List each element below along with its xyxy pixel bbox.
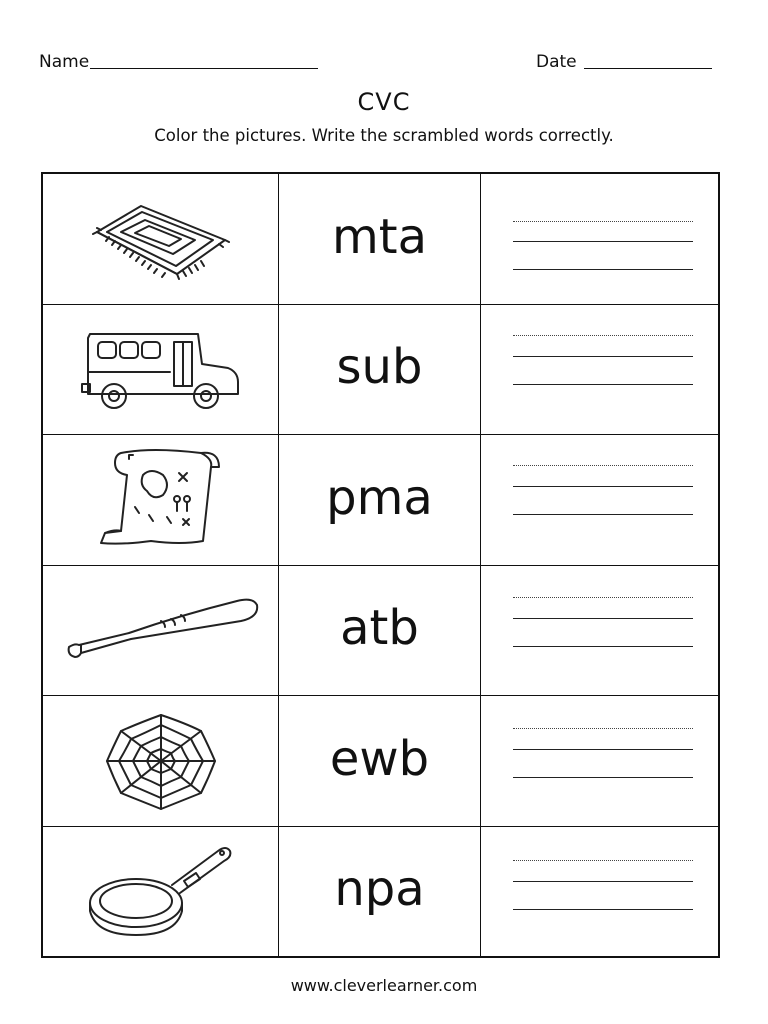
footer-website: www.cleverlearner.com (290, 976, 478, 995)
answer-writing-lines[interactable] (481, 566, 718, 696)
map-picture[interactable] (91, 445, 231, 555)
picture-cell (43, 305, 279, 435)
name-field[interactable] (90, 68, 318, 69)
bat-picture[interactable] (61, 595, 261, 665)
scrambled-word: sub (279, 305, 481, 435)
table-row (43, 174, 718, 305)
picture-cell (43, 174, 279, 304)
picture-cell (43, 435, 279, 565)
answer-writing-lines[interactable] (481, 435, 718, 565)
picture-cell (43, 696, 279, 826)
pan-picture[interactable] (86, 841, 236, 941)
table-row (43, 696, 718, 827)
date-field[interactable] (584, 68, 712, 69)
worksheet-title: CVC (357, 88, 411, 116)
mat-picture[interactable] (91, 194, 231, 284)
answer-writing-lines[interactable] (481, 696, 718, 826)
scrambled-word: mta (279, 174, 481, 304)
answer-writing-lines[interactable] (481, 174, 718, 304)
instructions: Color the pictures. Write the scrambled words correctly. (154, 126, 614, 145)
scrambled-word: pma (279, 435, 481, 565)
answer-writing-lines[interactable] (481, 827, 718, 957)
scrambled-word: atb (279, 566, 481, 696)
scrambled-word: ewb (279, 696, 481, 826)
worksheet-table (41, 172, 720, 958)
table-row (43, 435, 718, 566)
table-row (43, 827, 718, 957)
name-label: Name (39, 52, 90, 72)
answer-writing-lines[interactable] (481, 305, 718, 435)
table-row (43, 566, 718, 697)
table-row (43, 305, 718, 436)
bus-picture[interactable] (78, 324, 243, 414)
web-picture[interactable] (101, 711, 221, 811)
date-label: Date (536, 52, 577, 72)
picture-cell (43, 827, 279, 957)
scrambled-word: npa (279, 827, 481, 957)
picture-cell (43, 566, 279, 696)
